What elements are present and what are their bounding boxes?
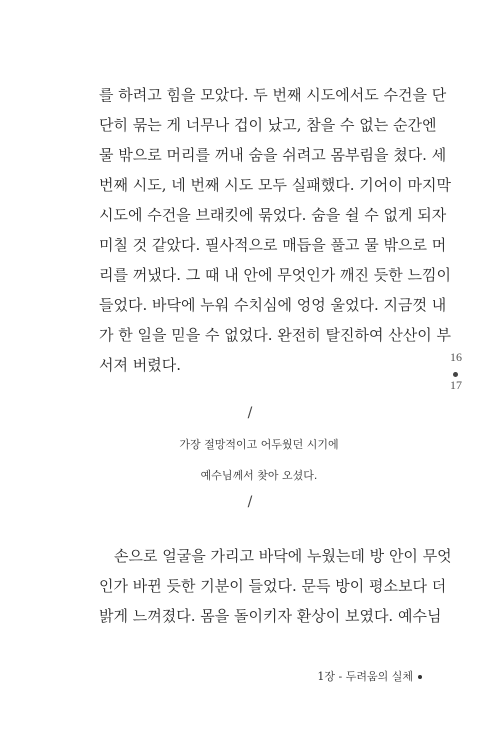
pull-quote-line-1: 가장 절망적이고 어두웠던 시기에 <box>179 438 339 451</box>
pull-quote-line-2: 예수님께서 찾아 오셨다. <box>200 469 318 482</box>
page-number-right: 17 <box>450 378 462 392</box>
text-line: 손으로 얼굴을 가리고 바닥에 누웠는데 방 안이 무엇 <box>114 547 452 565</box>
text-line: 미칠 것 같았다. 필사적으로 매듭을 풀고 물 밖으로 머 <box>99 236 447 254</box>
text-line: 를 하려고 힘을 모았다. 두 번째 시도에서도 수건을 단 <box>99 86 447 104</box>
text-line: 리를 꺼냈다. 그 때 내 안에 무엇인가 깨진 듯한 느낌이 <box>99 266 451 284</box>
page-number-separator-dot <box>453 372 458 377</box>
running-footer <box>200 668 422 684</box>
chapter-title: 1장 - 두려움의 실체 <box>317 670 413 683</box>
text-line: 가 한 일을 믿을 수 없었다. 완전히 탈진하여 산산이 부 <box>99 326 451 344</box>
quote-divider-top: / <box>247 405 253 421</box>
footer-dot <box>418 675 422 679</box>
page-number-left: 16 <box>450 350 462 364</box>
text-line: 인가 바뀐 듯한 기분이 들었다. 문득 방이 평소보다 더 <box>99 577 447 595</box>
text-line: 시도에 수건을 브래킷에 묶었다. 숨을 쉴 수 없게 되자 <box>99 206 447 224</box>
body-paragraph-2 <box>99 541 452 631</box>
text-line: 단히 묶는 게 너무나 겁이 났고, 참을 수 없는 순간엔 <box>99 116 437 134</box>
quote-divider-bottom: / <box>247 494 253 510</box>
text-line: 밝게 느껴졌다. 몸을 돌이키자 환상이 보였다. 예수님 <box>99 607 442 625</box>
text-line: 번째 시도, 네 번째 시도 모두 실패했다. 기어이 마지막 <box>99 176 451 194</box>
text-line: 물 밖으로 머리를 꺼내 숨을 쉬려고 몸부림을 쳤다. 세 <box>99 146 447 164</box>
body-paragraph-1 <box>99 80 451 380</box>
text-line: 들었다. 바닥에 누워 수치심에 엉엉 울었다. 지금껏 내 <box>99 296 447 314</box>
text-line: 서져 버렸다. <box>99 356 181 374</box>
